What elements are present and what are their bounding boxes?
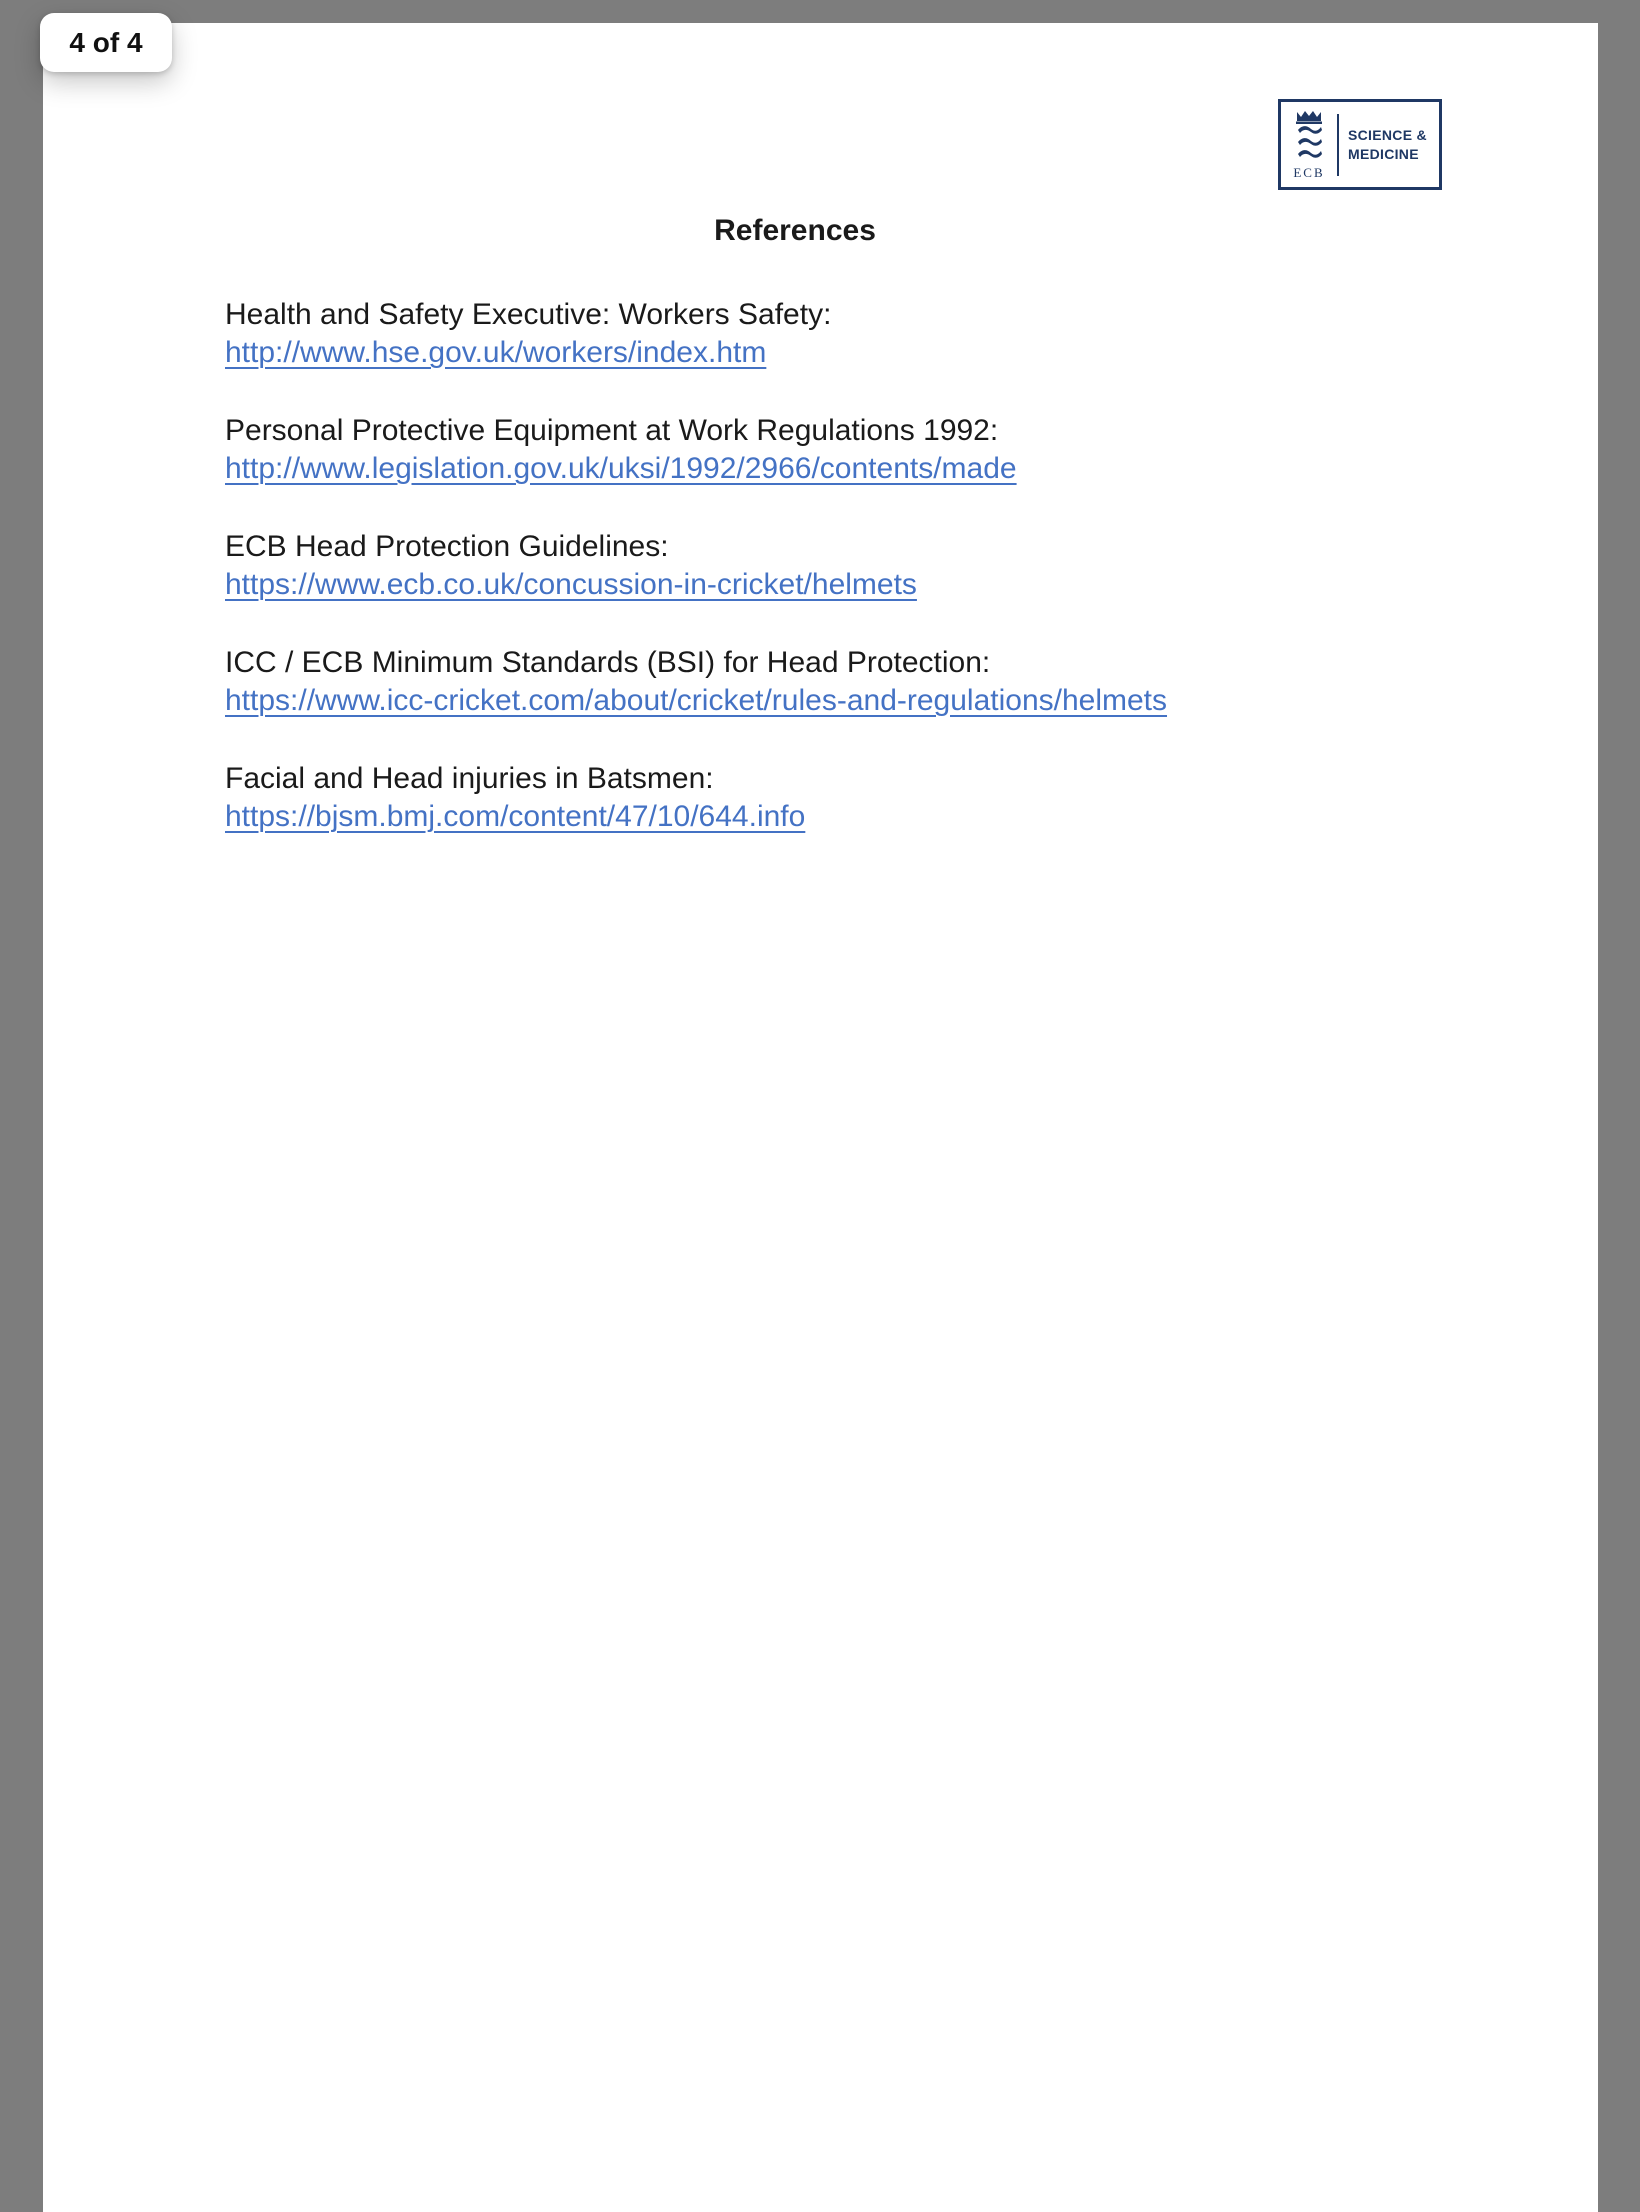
- reference-label: ECB Head Protection Guidelines:: [225, 530, 669, 563]
- reference-label: Health and Safety Executive: Workers Safety:: [225, 298, 832, 331]
- reference-link[interactable]: https://www.icc-cricket.com/about/cricket/rules-and-regulations/helmets: [225, 684, 1168, 717]
- page-number-label: 4 of 4: [69, 26, 143, 58]
- logo-line-science: SCIENCE &: [1348, 127, 1427, 144]
- reference-link[interactable]: http://www.hse.gov.uk/workers/index.htm: [225, 336, 767, 369]
- reference-link[interactable]: https://www.ecb.co.uk/concussion-in-cricket/helmets: [225, 568, 917, 601]
- ecb-logo-org-label: ECB: [1293, 165, 1325, 180]
- reference-label: Facial and Head injuries in Batsmen:: [225, 762, 714, 795]
- reference-entry: [225, 296, 1365, 372]
- document-page: [43, 23, 1598, 2212]
- page-number-badge: [40, 13, 172, 72]
- reference-entry: [225, 760, 1365, 836]
- reference-link[interactable]: http://www.legislation.gov.uk/uksi/1992/2966/contents/made: [225, 452, 1017, 485]
- page-title: References: [714, 214, 876, 247]
- reference-entry: [225, 644, 1365, 720]
- reference-label: Personal Protective Equipment at Work Regulations 1992:: [225, 414, 999, 447]
- reference-link[interactable]: https://bjsm.bmj.com/content/47/10/644.info: [225, 800, 806, 833]
- reference-entry: [225, 412, 1365, 488]
- logo-line-medicine: MEDICINE: [1348, 145, 1419, 162]
- document-content: [225, 23, 1365, 876]
- reference-label: ICC / ECB Minimum Standards (BSI) for Head Protection:: [225, 646, 991, 679]
- reference-entry: [225, 528, 1365, 604]
